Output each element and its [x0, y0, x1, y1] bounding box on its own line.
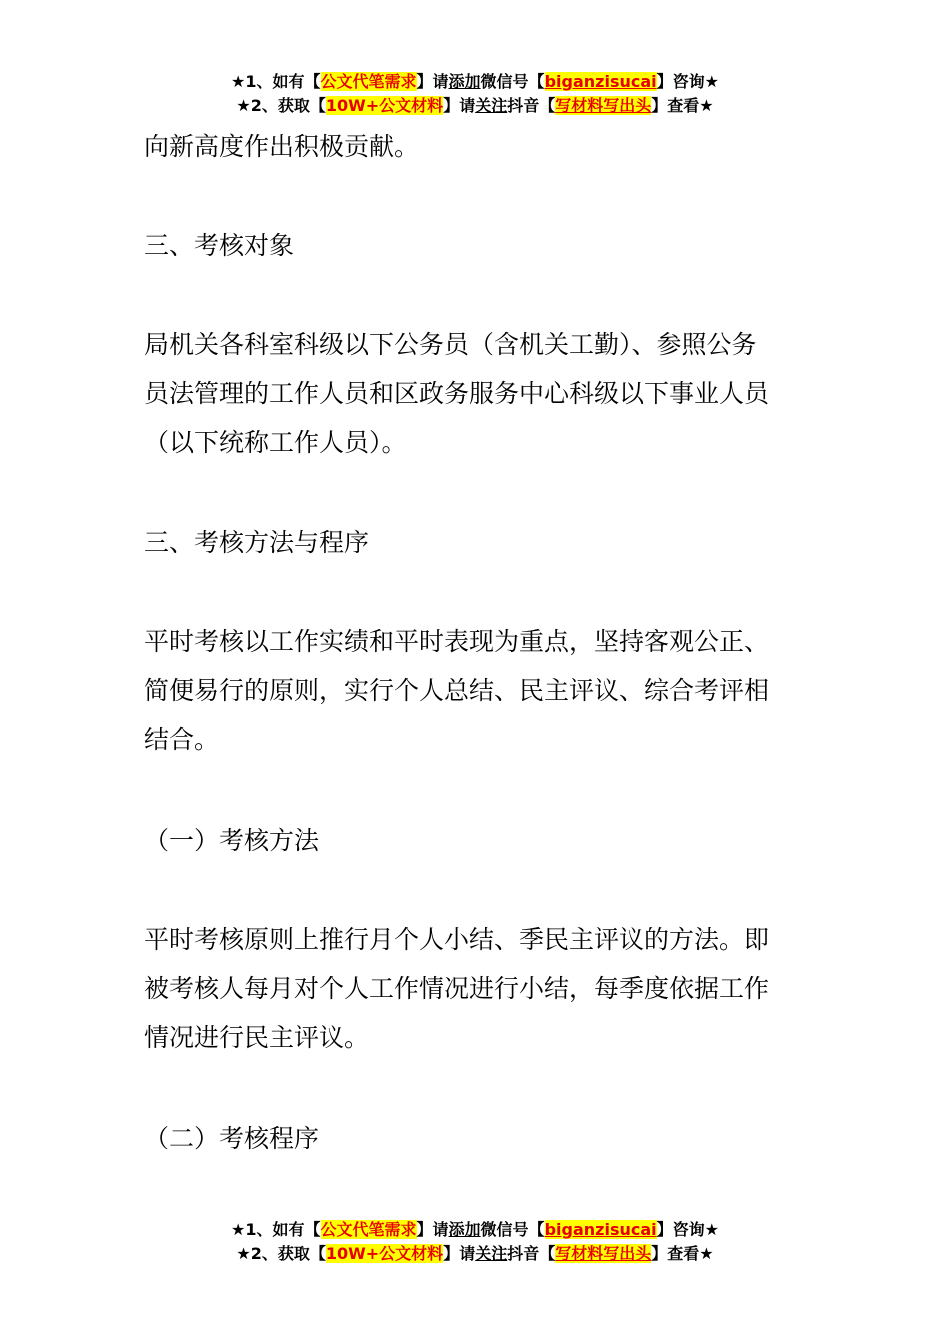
paragraph-4: 平时考核原则上推行月个人小结、季民主评议的方法。即 被考核人每月对个人工作情况进行小结，每季度依据工作 情况进行民主评议。: [144, 925, 770, 1052]
footer-line-2: ★2、获取【10W+公文材料】请关注抖音【写材料写出头】查看★: [236, 1244, 714, 1263]
douyin-account[interactable]: 写材料写出头: [555, 96, 652, 115]
highlight-service: 公文代笔需求: [320, 1220, 417, 1239]
wechat-id[interactable]: biganzisucai: [544, 1220, 657, 1239]
douyin-account[interactable]: 写材料写出头: [555, 1244, 652, 1263]
highlight-materials: 10W+公文材料: [325, 1244, 444, 1263]
header-banner: [0, 70, 950, 118]
heading-methods-procedures: 三、考核方法与程序: [144, 528, 370, 557]
paragraph-1: 向新高度作出积极贡献。: [144, 132, 420, 161]
highlight-service: 公文代笔需求: [320, 72, 417, 91]
wechat-id[interactable]: biganzisucai: [544, 72, 657, 91]
paragraph-3: 平时考核以工作实绩和平时表现为重点，坚持客观公正、 简便易行的原则，实行个人总结、民主评议、综合考评相 结合。: [144, 627, 770, 754]
banner-line-2: ★2、获取【10W+公文材料】请关注抖音【写材料写出头】查看★: [236, 96, 714, 115]
heading-procedures: （二）考核程序: [144, 1124, 320, 1153]
footer-banner: [0, 1218, 950, 1266]
footer-line-1: ★1、如有【公文代笔需求】请添加微信号【biganzisucai】咨询★: [231, 1220, 719, 1239]
highlight-materials: 10W+公文材料: [325, 96, 444, 115]
paragraph-2: 局机关各科室科级以下公务员（含机关工勤）、参照公务 员法管理的工作人员和区政务服务中心科级以下事业人员 （以下统称工作人员）。: [144, 330, 770, 457]
banner-line-1: ★1、如有【公文代笔需求】请添加微信号【biganzisucai】咨询★: [231, 72, 719, 91]
heading-methods: （一）考核方法: [144, 826, 320, 855]
heading-assessment-targets: 三、考核对象: [144, 231, 295, 260]
